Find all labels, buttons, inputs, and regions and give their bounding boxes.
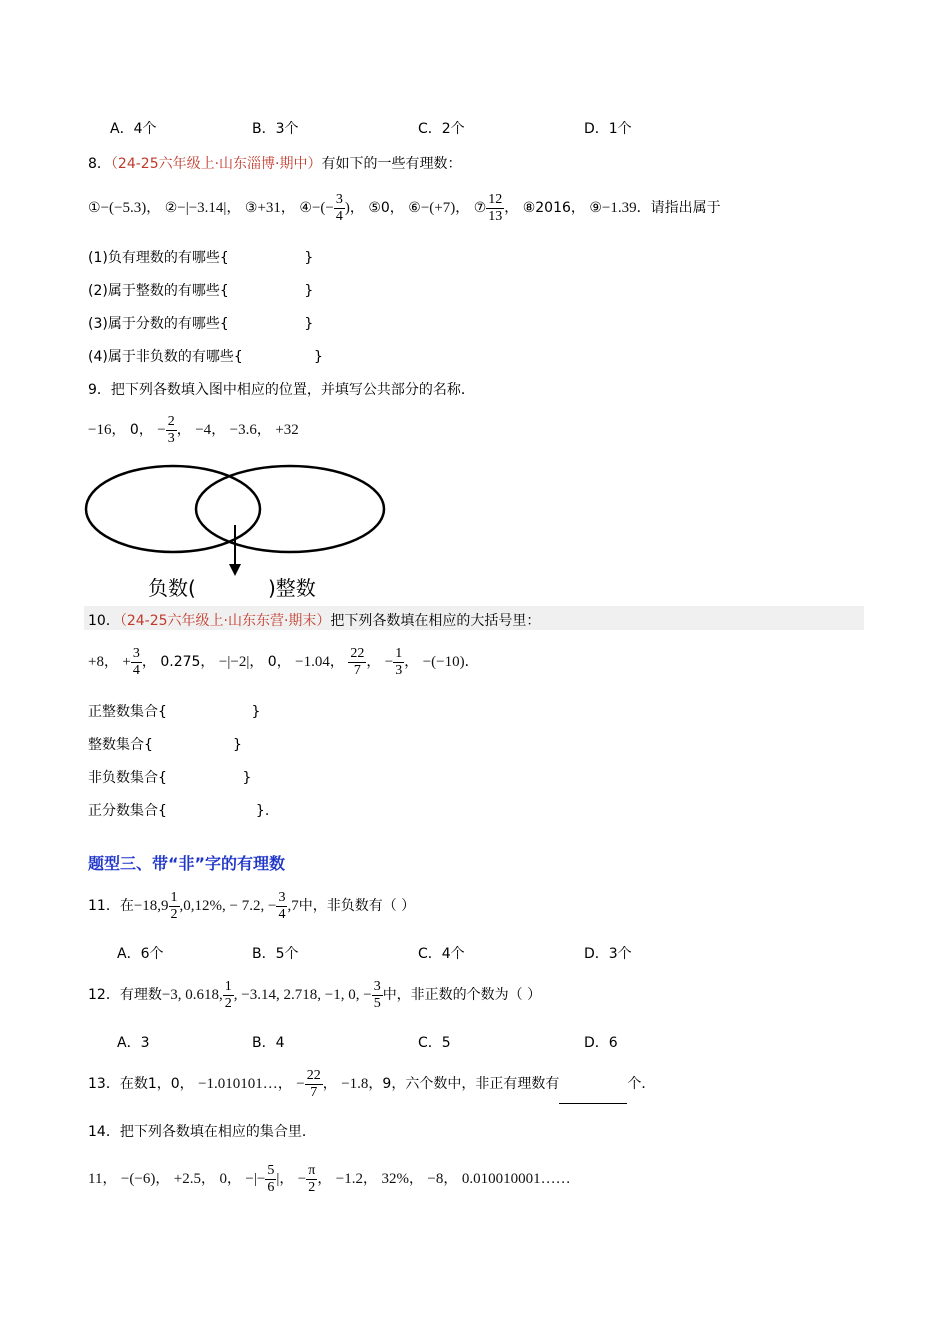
q9-num-1: −16 bbox=[88, 422, 112, 438]
q8-part-1: (1)负有理数的有哪些{ } bbox=[88, 250, 314, 266]
q7-option-d: D．1个 bbox=[584, 121, 632, 137]
q11-fraction-2: $\frac{3}{4}$ bbox=[278, 889, 286, 922]
q11-pre: 11．在 bbox=[88, 898, 134, 914]
q10-stem: 把下列各数填在相应的大括号里： bbox=[330, 613, 541, 629]
q8-fraction-7: $\frac{12}{13}$ bbox=[488, 191, 503, 224]
q8-source: （24-25六年级上·山东淄博·期中） bbox=[110, 156, 322, 172]
q10-source: （24-25六年级上·山东东营·期末） bbox=[119, 613, 331, 629]
q8-expr-8: 2016， bbox=[535, 200, 585, 216]
q13-num-1: −1.010101… bbox=[198, 1076, 278, 1092]
q14-num-7: −8 bbox=[427, 1171, 444, 1187]
q8-expr-4b: ) bbox=[344, 200, 350, 216]
q8-fraction-4: $\frac{3}{4}$ bbox=[335, 191, 343, 224]
q8-item-1: ① bbox=[88, 200, 101, 216]
q8-item-5: ⑤ bbox=[368, 200, 381, 216]
q8-item-9: ⑨ bbox=[589, 200, 602, 216]
q10-num-5: 0， bbox=[267, 654, 291, 670]
q14-fraction-2: $\frac{\pi}{2}$ bbox=[308, 1162, 316, 1195]
q8-header bbox=[88, 153, 462, 173]
q10-num-4: −|−2| bbox=[218, 654, 250, 670]
q11-nums-a: −18,9 bbox=[133, 898, 169, 914]
q8-item-4: ④ bbox=[299, 200, 312, 216]
q11-option-a: A．6个 bbox=[117, 946, 164, 962]
section-title: 题型三、带“非”字的有理数 bbox=[88, 854, 286, 873]
q12-nums-a: −3, 0.618, bbox=[161, 987, 223, 1003]
q10-num-1: +8 bbox=[88, 654, 104, 670]
q13-post2: 个． bbox=[627, 1076, 656, 1092]
venn-left-ellipse bbox=[86, 466, 260, 552]
venn-label-negative: 负数( bbox=[148, 576, 196, 600]
q9-numbers: −16， 0， − $\frac{2}{3}$ ， −4， −3.6， +32 bbox=[88, 413, 299, 446]
q11-option-b: B．5个 bbox=[252, 946, 299, 962]
q10-num-3: 0.275， bbox=[160, 654, 215, 670]
q8-tail: ．请指出属于 bbox=[636, 200, 721, 216]
q8-part-3: (3)属于分数的有哪些{ } bbox=[88, 316, 314, 332]
q13-num-2: −1.8 bbox=[341, 1076, 369, 1092]
q13-stem: 13．在数1，0， −1.010101…， − $\frac{22}{7}$ ， −1.8，9，六个数中，非正有理数有 个． bbox=[88, 1064, 655, 1104]
q13-post1: ，9，六个数中，非正有理数有 bbox=[368, 1076, 560, 1092]
q8-part-4: (4)属于非负数的有哪些{ } bbox=[88, 349, 323, 365]
q14-num-6: 32% bbox=[381, 1171, 409, 1187]
q10-fraction-3: $\frac{1}{3}$ bbox=[395, 645, 403, 678]
q10-fraction-1: $\frac{3}{4}$ bbox=[132, 645, 140, 678]
q10-number: 10． bbox=[88, 613, 120, 629]
q8-item-3: ③ bbox=[244, 200, 258, 216]
q11-fraction-1: $\frac{1}{2}$ bbox=[170, 889, 178, 922]
q8-expr-1: −(−5.3) bbox=[100, 200, 147, 216]
q14-num-3: +2.5 bbox=[173, 1171, 201, 1187]
q14-numbers: 11， −(−6)， +2.5， 0， −|− $\frac{5}{6}$ |， − $\frac{\pi}{2}$ ， −1.2， 32%， −8， 0.010010001…… bbox=[88, 1162, 571, 1195]
q7-option-c: C．2个 bbox=[418, 121, 465, 137]
q11-post: 中，非负数有（ ） bbox=[298, 898, 416, 914]
q8-expr-6: −(+7) bbox=[420, 200, 456, 216]
q8-stem: 有如下的一些有理数： bbox=[321, 156, 462, 172]
q13-pre: 13．在数1，0， bbox=[88, 1076, 194, 1092]
q9-stem: 9．把下列各数填入图中相应的位置，并填写公共部分的名称． bbox=[88, 382, 475, 398]
q11-option-d: D．3个 bbox=[584, 946, 632, 962]
q8-item-7: ⑦ bbox=[473, 200, 487, 216]
q8-item-6: ⑥ bbox=[408, 200, 421, 216]
q8-number-list: ①−(−5.3)， ②−|−3.14|， ③+31， ④−(− $\frac{3}{4}$ )， ⑤0， ⑥−(+7)， ⑦ $\frac{12}{13}$ ， ⑧2016， ⑨−1.39．请指出属于 bbox=[88, 191, 721, 224]
q10-header bbox=[88, 610, 540, 630]
q12-fraction-2: $\frac{3}{5}$ bbox=[373, 978, 381, 1011]
venn-right-ellipse bbox=[196, 466, 384, 552]
q12-nums-b: , −3.14, 2.718, −1, 0, − bbox=[233, 987, 372, 1003]
q8-expr-4a: −(− bbox=[311, 200, 334, 216]
q8-expr-9: −1.39 bbox=[601, 200, 637, 216]
q13-fraction: $\frac{22}{7}$ bbox=[306, 1067, 321, 1100]
q7-option-b: B．3个 bbox=[252, 121, 299, 137]
q7-option-a: A．4个 bbox=[110, 121, 157, 137]
q14-num-5: −1.2 bbox=[335, 1171, 364, 1187]
q12-stem bbox=[88, 975, 541, 1015]
q10-set-positive-int: 正整数集合{ } bbox=[88, 704, 261, 720]
q11-nums-b: ,0,12%, − 7.2, − bbox=[179, 898, 277, 914]
q8-expr-2: −|−3.14| bbox=[177, 200, 227, 216]
q8-part-2: (2)属于整数的有哪些{ } bbox=[88, 283, 314, 299]
q9-num-5: −3.6 bbox=[229, 422, 257, 438]
q12-option-c: C．5 bbox=[418, 1035, 451, 1051]
q8-expr-3: +31 bbox=[257, 200, 281, 216]
q12-option-b: B．4 bbox=[252, 1035, 285, 1051]
q8-item-2: ② bbox=[164, 200, 178, 216]
q8-expr-5: 0， bbox=[380, 200, 404, 216]
q13-answer-blank[interactable] bbox=[559, 1089, 627, 1104]
q14-fraction-1: $\frac{5}{6}$ bbox=[267, 1162, 275, 1195]
q12-pre: 12．有理数 bbox=[88, 987, 162, 1003]
venn-diagram bbox=[80, 460, 400, 580]
q14-num-2: −(−6) bbox=[120, 1171, 156, 1187]
q11-option-c: C．4个 bbox=[418, 946, 465, 962]
q12-post: 中，非正数的个数为（ ） bbox=[382, 987, 542, 1003]
q8-item-8: ⑧ bbox=[522, 200, 536, 216]
q10-set-nonneg: 非负数集合{ } bbox=[88, 770, 252, 786]
q10-num-9: −(−10) bbox=[422, 654, 465, 670]
q12-fraction-1: $\frac{1}{2}$ bbox=[224, 978, 232, 1011]
venn-label-integer: )整数 bbox=[268, 576, 316, 600]
q14-num-8: 0.010010001…… bbox=[461, 1171, 571, 1187]
q10-numbers: +8， + $\frac{3}{4}$ ， 0.275， −|−2|， 0， −1.04， $\frac{22}{7}$ ， − $\frac{1}{3}$ ， −(−10)． bbox=[88, 645, 479, 678]
q14-num-1: 11 bbox=[88, 1171, 103, 1187]
q9-fraction: $\frac{2}{3}$ bbox=[167, 413, 175, 446]
q8-number: 8． bbox=[88, 156, 111, 172]
q10-fraction-2: $\frac{22}{7}$ bbox=[350, 645, 365, 678]
q11-stem bbox=[88, 886, 415, 926]
q10-set-positive-frac: 正分数集合{ }. bbox=[88, 803, 270, 819]
q14-num-4: 0 bbox=[219, 1171, 227, 1187]
q12-option-d: D．6 bbox=[584, 1035, 618, 1051]
q14-stem: 14．把下列各数填在相应的集合里． bbox=[88, 1124, 316, 1140]
q9-num-6: +32 bbox=[275, 422, 299, 438]
q12-option-a: A．3 bbox=[117, 1035, 150, 1051]
q10-set-int: 整数集合{ } bbox=[88, 737, 242, 753]
q9-num-4: −4 bbox=[195, 422, 212, 438]
q9-num-2: 0， bbox=[129, 422, 153, 438]
q11-nums-c: ,7 bbox=[287, 898, 299, 914]
q10-num-6: −1.04 bbox=[295, 654, 330, 670]
venn-arrow-head bbox=[229, 564, 241, 576]
